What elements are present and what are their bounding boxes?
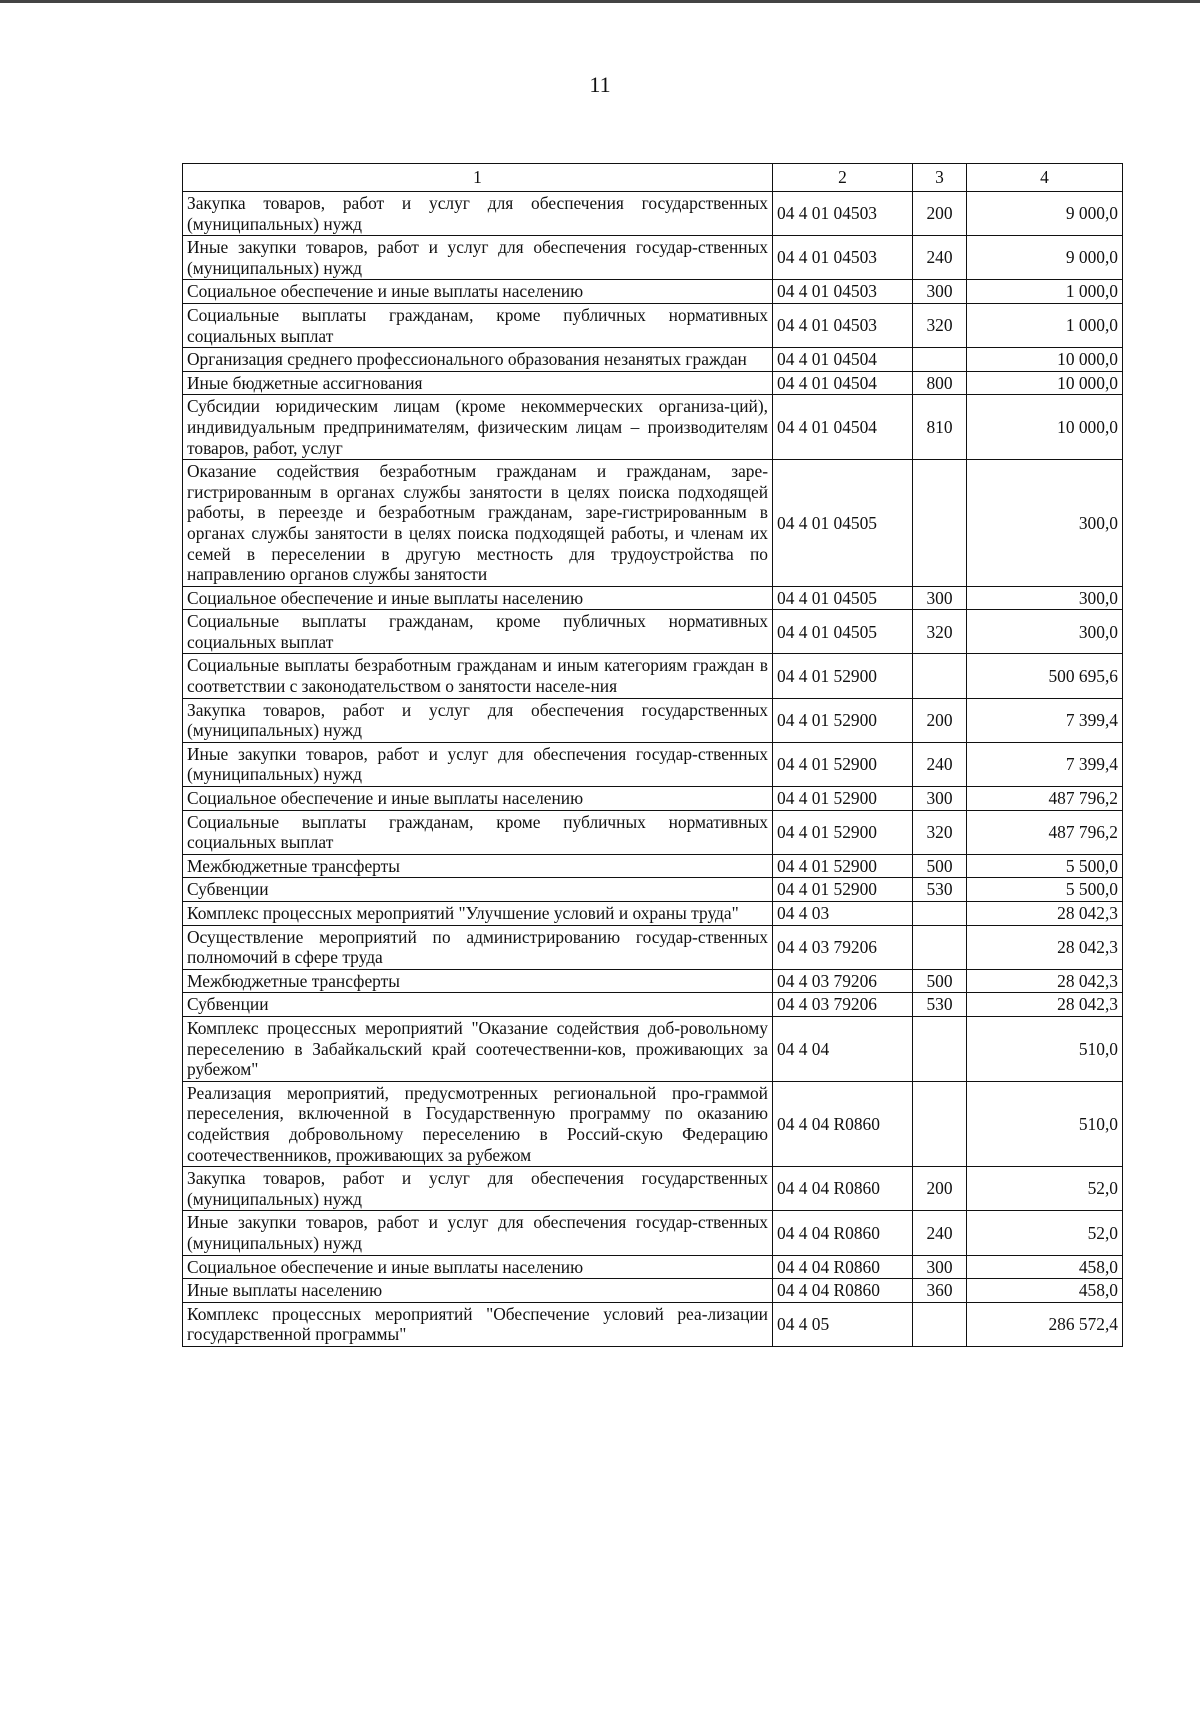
table-row [183, 969, 1123, 993]
row-type-cell: 240 [913, 742, 967, 786]
row-type-cell: 320 [913, 303, 967, 347]
row-amount-cell: 10 000,0 [967, 395, 1123, 460]
row-code-cell: 04 4 01 52900 [773, 810, 913, 854]
row-code-cell: 04 4 03 79206 [773, 993, 913, 1017]
table-row [183, 1081, 1123, 1166]
row-name-cell: Социальное обеспечение и иные выплаты населению [183, 1255, 773, 1279]
table-row [183, 1167, 1123, 1211]
row-code-cell: 04 4 01 04505 [773, 610, 913, 654]
row-type-cell [913, 925, 967, 969]
row-code-cell: 04 4 01 04505 [773, 460, 913, 587]
row-name-cell: Организация среднего профессионального образования незанятых граждан [183, 348, 773, 372]
row-name-cell: Социальные выплаты гражданам, кроме публичных нормативных социальных выплат [183, 810, 773, 854]
row-type-cell: 200 [913, 1167, 967, 1211]
row-code-cell: 04 4 01 04503 [773, 192, 913, 236]
row-code-cell: 04 4 04 [773, 1016, 913, 1081]
row-code-cell: 04 4 04 R0860 [773, 1211, 913, 1255]
row-name-cell: Социальные выплаты гражданам, кроме публичных нормативных социальных выплат [183, 610, 773, 654]
table-row [183, 810, 1123, 854]
row-amount-cell: 300,0 [967, 610, 1123, 654]
row-amount-cell: 500 695,6 [967, 654, 1123, 698]
row-code-cell: 04 4 01 52900 [773, 742, 913, 786]
table-row [183, 192, 1123, 236]
row-amount-cell: 300,0 [967, 460, 1123, 587]
row-amount-cell: 10 000,0 [967, 348, 1123, 372]
row-code-cell: 04 4 01 52900 [773, 654, 913, 698]
row-name-cell: Субвенции [183, 878, 773, 902]
column-header-3: 3 [913, 164, 967, 192]
row-type-cell: 320 [913, 810, 967, 854]
row-type-cell: 530 [913, 993, 967, 1017]
row-name-cell: Иные бюджетные ассигнования [183, 371, 773, 395]
row-type-cell [913, 1302, 967, 1346]
table-row [183, 460, 1123, 587]
row-type-cell [913, 654, 967, 698]
row-code-cell: 04 4 04 R0860 [773, 1081, 913, 1166]
row-type-cell: 300 [913, 586, 967, 610]
table-row [183, 303, 1123, 347]
column-header-2: 2 [773, 164, 913, 192]
row-amount-cell: 487 796,2 [967, 810, 1123, 854]
row-name-cell: Комплекс процессных мероприятий "Оказание содействия доб-ровольному переселению в Забайкальский край соотечественни-ков, проживающих за рубежом" [183, 1016, 773, 1081]
row-code-cell: 04 4 04 R0860 [773, 1279, 913, 1303]
row-amount-cell: 52,0 [967, 1167, 1123, 1211]
row-code-cell: 04 4 01 04505 [773, 586, 913, 610]
row-type-cell: 300 [913, 787, 967, 811]
row-type-cell: 200 [913, 698, 967, 742]
table-row [183, 1279, 1123, 1303]
row-name-cell: Социальные выплаты безработным гражданам и иным категориям граждан в соответствии с законодательством о занятости населе-ния [183, 654, 773, 698]
row-code-cell: 04 4 03 79206 [773, 969, 913, 993]
row-amount-cell: 510,0 [967, 1081, 1123, 1166]
row-type-cell: 530 [913, 878, 967, 902]
table-row [183, 610, 1123, 654]
row-code-cell: 04 4 01 04504 [773, 371, 913, 395]
row-name-cell: Субсидии юридическим лицам (кроме некоммерческих организа-ций), индивидуальным предпринимателям, физическим лицам – производителям товаров, работ, услуг [183, 395, 773, 460]
row-code-cell: 04 4 01 52900 [773, 854, 913, 878]
row-name-cell: Иные закупки товаров, работ и услуг для обеспечения государ-ственных (муниципальных) нужд [183, 742, 773, 786]
row-name-cell: Оказание содействия безработным гражданам и гражданам, заре-гистрированным в органах службы занятости в целях поиска подходящей работы, в переезде и безработным гражданам, заре-гистрированным в органах службы занятости в целях поиска подходящей работы, и членам их семей в переселении в другую местность для трудоустройства по направлению органов службы занятости [183, 460, 773, 587]
row-name-cell: Социальные выплаты гражданам, кроме публичных нормативных социальных выплат [183, 303, 773, 347]
row-amount-cell: 9 000,0 [967, 236, 1123, 280]
row-name-cell: Межбюджетные трансферты [183, 969, 773, 993]
row-type-cell: 500 [913, 969, 967, 993]
row-amount-cell: 510,0 [967, 1016, 1123, 1081]
row-code-cell: 04 4 05 [773, 1302, 913, 1346]
row-type-cell: 300 [913, 280, 967, 304]
top-scan-border [0, 0, 1200, 3]
row-name-cell: Иные закупки товаров, работ и услуг для обеспечения государ-ственных (муниципальных) нужд [183, 1211, 773, 1255]
row-amount-cell: 286 572,4 [967, 1302, 1123, 1346]
table-row [183, 236, 1123, 280]
table-row [183, 654, 1123, 698]
row-name-cell: Комплекс процессных мероприятий "Обеспечение условий реа-лизации государственной программы" [183, 1302, 773, 1346]
row-name-cell: Иные выплаты населению [183, 1279, 773, 1303]
table-row [183, 902, 1123, 926]
table-row [183, 348, 1123, 372]
table-row [183, 395, 1123, 460]
table-header-row [183, 164, 1123, 192]
row-amount-cell: 10 000,0 [967, 371, 1123, 395]
row-name-cell: Реализация мероприятий, предусмотренных региональной про-граммой переселения, включенной в Государственную программу по оказанию содействия добровольному переселению в Россий-скую Федерацию соотечественников, проживающих за рубежом [183, 1081, 773, 1166]
row-code-cell: 04 4 03 79206 [773, 925, 913, 969]
row-amount-cell: 1 000,0 [967, 303, 1123, 347]
row-name-cell: Социальное обеспечение и иные выплаты населению [183, 280, 773, 304]
row-type-cell: 300 [913, 1255, 967, 1279]
row-amount-cell: 28 042,3 [967, 925, 1123, 969]
row-type-cell [913, 460, 967, 587]
row-type-cell: 500 [913, 854, 967, 878]
row-code-cell: 04 4 04 R0860 [773, 1255, 913, 1279]
row-amount-cell: 458,0 [967, 1255, 1123, 1279]
row-type-cell: 360 [913, 1279, 967, 1303]
table-row [183, 854, 1123, 878]
row-type-cell: 320 [913, 610, 967, 654]
row-amount-cell: 5 500,0 [967, 854, 1123, 878]
row-code-cell: 04 4 01 04503 [773, 236, 913, 280]
table-row [183, 925, 1123, 969]
row-amount-cell: 52,0 [967, 1211, 1123, 1255]
row-code-cell: 04 4 01 04504 [773, 395, 913, 460]
row-name-cell: Закупка товаров, работ и услуг для обеспечения государственных (муниципальных) нужд [183, 1167, 773, 1211]
row-code-cell: 04 4 01 04503 [773, 280, 913, 304]
row-name-cell: Социальное обеспечение и иные выплаты населению [183, 586, 773, 610]
row-name-cell: Иные закупки товаров, работ и услуг для обеспечения государ-ственных (муниципальных) нужд [183, 236, 773, 280]
row-amount-cell: 487 796,2 [967, 787, 1123, 811]
table-row [183, 787, 1123, 811]
row-type-cell: 800 [913, 371, 967, 395]
row-code-cell: 04 4 01 52900 [773, 698, 913, 742]
row-amount-cell: 28 042,3 [967, 993, 1123, 1017]
table-row [183, 993, 1123, 1017]
row-type-cell: 200 [913, 192, 967, 236]
table-row [183, 371, 1123, 395]
row-name-cell: Социальное обеспечение и иные выплаты населению [183, 787, 773, 811]
row-amount-cell: 5 500,0 [967, 878, 1123, 902]
row-name-cell: Закупка товаров, работ и услуг для обеспечения государственных (муниципальных) нужд [183, 698, 773, 742]
row-type-cell [913, 348, 967, 372]
row-code-cell: 04 4 04 R0860 [773, 1167, 913, 1211]
row-code-cell: 04 4 01 04504 [773, 348, 913, 372]
table-row [183, 1211, 1123, 1255]
row-amount-cell: 300,0 [967, 586, 1123, 610]
row-code-cell: 04 4 03 [773, 902, 913, 926]
page-number: 11 [589, 72, 611, 97]
row-amount-cell: 28 042,3 [967, 902, 1123, 926]
row-amount-cell: 458,0 [967, 1279, 1123, 1303]
table-row [183, 280, 1123, 304]
row-code-cell: 04 4 01 52900 [773, 787, 913, 811]
budget-table [182, 163, 1123, 1347]
row-amount-cell: 7 399,4 [967, 698, 1123, 742]
table-row [183, 1255, 1123, 1279]
row-amount-cell: 7 399,4 [967, 742, 1123, 786]
table-row [183, 742, 1123, 786]
table-row [183, 698, 1123, 742]
row-code-cell: 04 4 01 52900 [773, 878, 913, 902]
table-row [183, 878, 1123, 902]
row-type-cell: 240 [913, 236, 967, 280]
table-row [183, 1016, 1123, 1081]
row-name-cell: Осуществление мероприятий по администрированию государ-ственных полномочий в сфере труда [183, 925, 773, 969]
row-name-cell: Закупка товаров, работ и услуг для обеспечения государственных (муниципальных) нужд [183, 192, 773, 236]
column-header-1: 1 [183, 164, 773, 192]
row-type-cell [913, 1081, 967, 1166]
table-row [183, 586, 1123, 610]
row-code-cell: 04 4 01 04503 [773, 303, 913, 347]
row-amount-cell: 9 000,0 [967, 192, 1123, 236]
row-type-cell [913, 902, 967, 926]
row-name-cell: Комплекс процессных мероприятий "Улучшение условий и охраны труда" [183, 902, 773, 926]
row-type-cell: 240 [913, 1211, 967, 1255]
row-name-cell: Межбюджетные трансферты [183, 854, 773, 878]
row-amount-cell: 28 042,3 [967, 969, 1123, 993]
column-header-4: 4 [967, 164, 1123, 192]
row-type-cell [913, 1016, 967, 1081]
row-amount-cell: 1 000,0 [967, 280, 1123, 304]
table-row [183, 1302, 1123, 1346]
row-type-cell: 810 [913, 395, 967, 460]
row-name-cell: Субвенции [183, 993, 773, 1017]
